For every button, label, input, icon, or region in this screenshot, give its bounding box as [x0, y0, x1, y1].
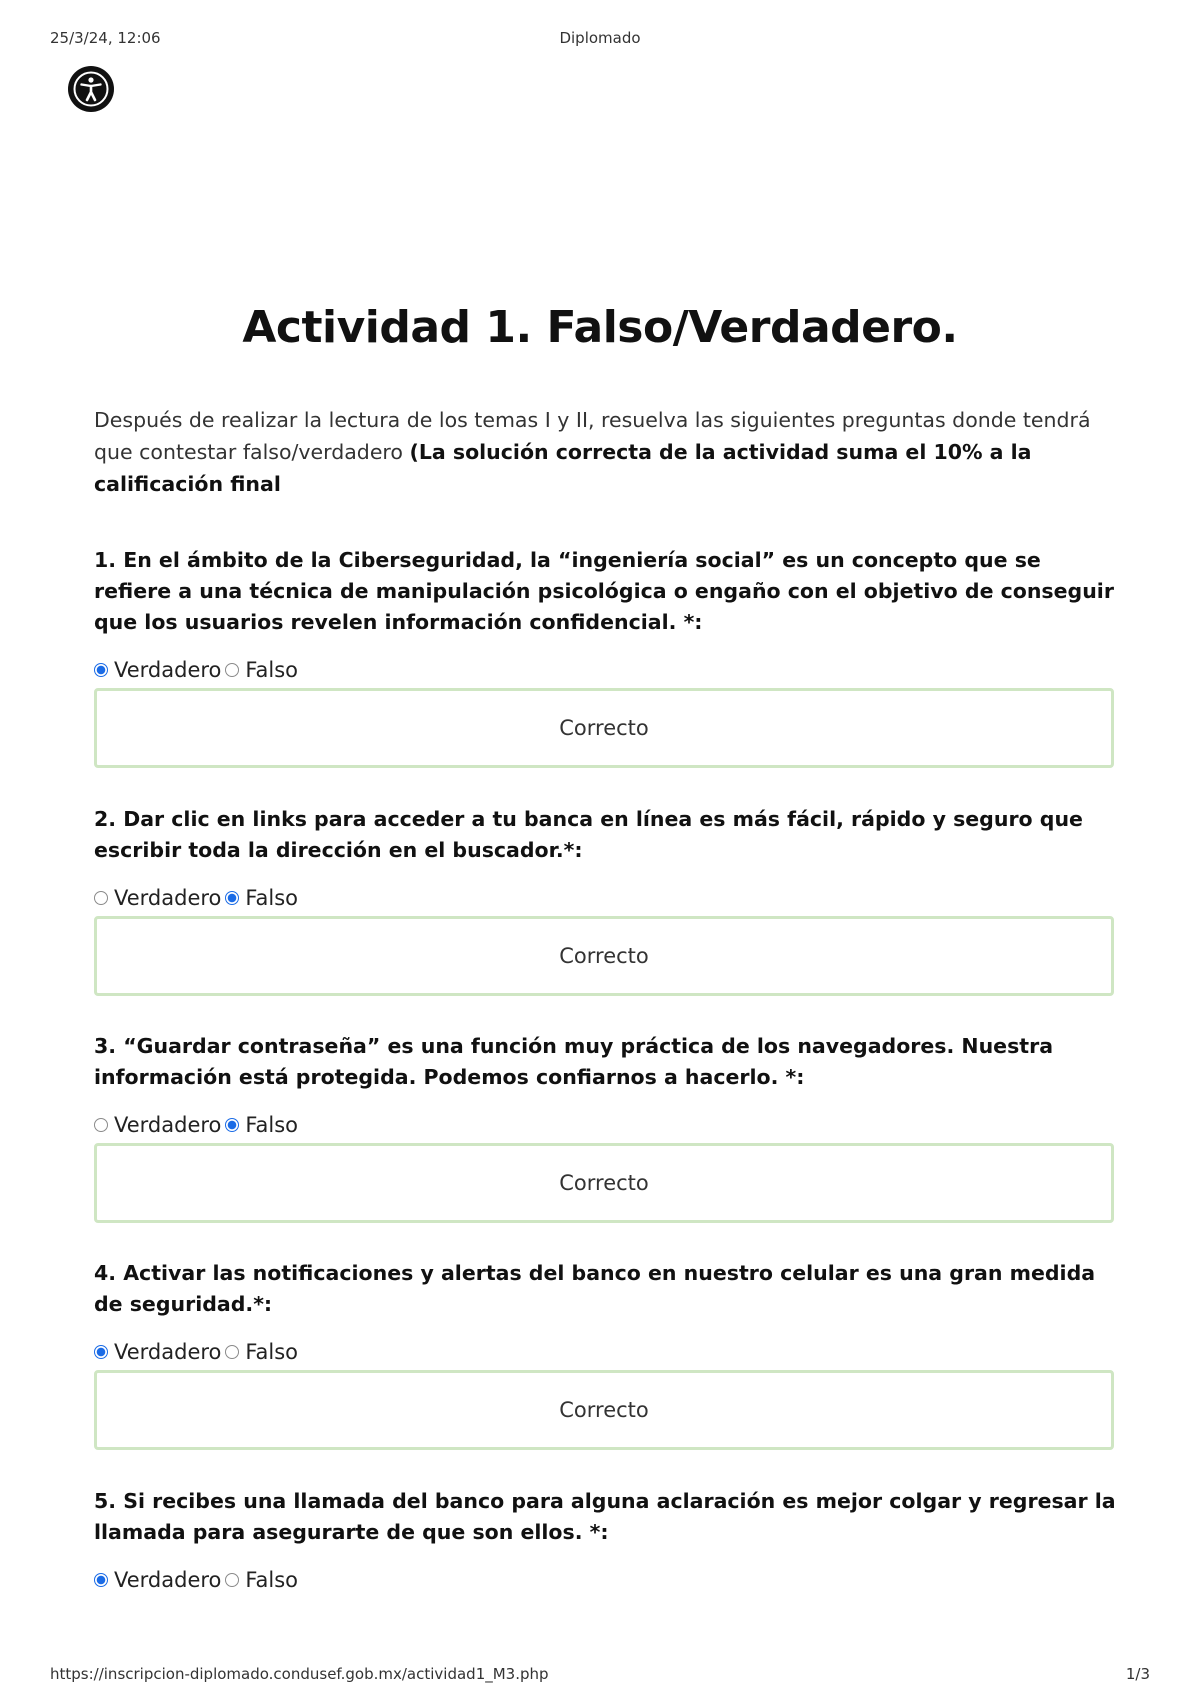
- option-label: Verdadero: [114, 1340, 222, 1364]
- options-3: [94, 1111, 298, 1139]
- radio-button[interactable]: [94, 1345, 108, 1359]
- option-1-verdadero[interactable]: [94, 658, 221, 682]
- print-title: Diplomado: [559, 29, 641, 47]
- radio-button[interactable]: [225, 891, 239, 905]
- question-2: 2. Dar clic en links para acceder a tu banca en línea es más fácil, rápido y seguro que escribir toda la dirección en el buscador.*:: [94, 807, 1083, 862]
- option-label: Falso: [245, 1568, 299, 1592]
- feedback-2: [94, 916, 1114, 996]
- question-4: 4. Activar las notificaciones y alertas del banco en nuestro celular es una gran medida de seguridad.*:: [94, 1261, 1096, 1316]
- radio-button[interactable]: [225, 1573, 239, 1587]
- option-4-falso[interactable]: [225, 1340, 298, 1364]
- radio-button[interactable]: [94, 663, 108, 677]
- options-4: [94, 1338, 298, 1366]
- option-1-falso[interactable]: [225, 658, 298, 682]
- option-label: Verdadero: [114, 1113, 222, 1137]
- option-5-verdadero[interactable]: [94, 1568, 221, 1592]
- accessibility-figure: [68, 66, 114, 112]
- feedback-3: [94, 1143, 1114, 1223]
- question-5: 5. Si recibes una llamada del banco para alguna aclaración es mejor colgar y regresar la llamada para asegurarte de que son ellos. *:: [94, 1489, 1116, 1544]
- option-label: Falso: [245, 886, 299, 910]
- feedback-4: [94, 1370, 1114, 1450]
- intro-paragraph: [94, 404, 1124, 500]
- print-date: 25/3/24, 12:06: [50, 29, 161, 47]
- feedback-text: Correcto: [559, 1171, 649, 1195]
- option-3-verdadero[interactable]: [94, 1113, 221, 1137]
- option-label: Verdadero: [114, 1568, 222, 1592]
- options-5: [94, 1566, 298, 1594]
- options-1: [94, 656, 298, 684]
- option-2-falso[interactable]: [225, 886, 298, 910]
- radio-button[interactable]: [225, 663, 239, 677]
- option-3-falso[interactable]: [225, 1113, 298, 1137]
- accessibility-icon[interactable]: [68, 66, 114, 112]
- radio-button[interactable]: [94, 891, 108, 905]
- radio-button[interactable]: [94, 1118, 108, 1132]
- feedback-text: Correcto: [559, 716, 649, 740]
- option-label: Falso: [245, 1113, 299, 1137]
- option-label: Falso: [245, 658, 299, 682]
- option-label: Verdadero: [114, 658, 222, 682]
- page-title: Actividad 1. Falso/Verdadero.: [242, 302, 958, 353]
- feedback-text: Correcto: [559, 1398, 649, 1422]
- option-2-verdadero[interactable]: [94, 886, 221, 910]
- intro-bold: (La solución correcta de la actividad suma el 10% a la calificación final: [94, 440, 1032, 496]
- options-2: [94, 884, 298, 912]
- question-1: 1. En el ámbito de la Ciberseguridad, la “ingeniería social” es un concepto que se refiere a una técnica de manipulación psicológica o engaño con el objetivo de conseguir que los usuarios revelen información confidencial. *:: [94, 548, 1114, 634]
- option-label: Verdadero: [114, 886, 222, 910]
- option-label: Falso: [245, 1340, 299, 1364]
- question-3: 3. “Guardar contraseña” es una función muy práctica de los navegadores. Nuestra información está protegida. Podemos confiarnos a hacerlo. *:: [94, 1034, 1054, 1089]
- radio-button[interactable]: [225, 1345, 239, 1359]
- option-4-verdadero[interactable]: [94, 1340, 221, 1364]
- feedback-1: [94, 688, 1114, 768]
- option-5-falso[interactable]: [225, 1568, 298, 1592]
- feedback-text: Correcto: [559, 944, 649, 968]
- print-url: https://inscripcion-diplomado.condusef.gob.mx/actividad1_M3.php: [50, 1665, 549, 1683]
- radio-button[interactable]: [225, 1118, 239, 1132]
- print-page-number: 1/3: [1125, 1665, 1150, 1683]
- radio-button[interactable]: [94, 1573, 108, 1587]
- intro-text: Después de realizar la lectura de los temas I y II, resuelva las siguientes preguntas donde tendrá que contestar falso/verdadero: [94, 408, 1091, 464]
